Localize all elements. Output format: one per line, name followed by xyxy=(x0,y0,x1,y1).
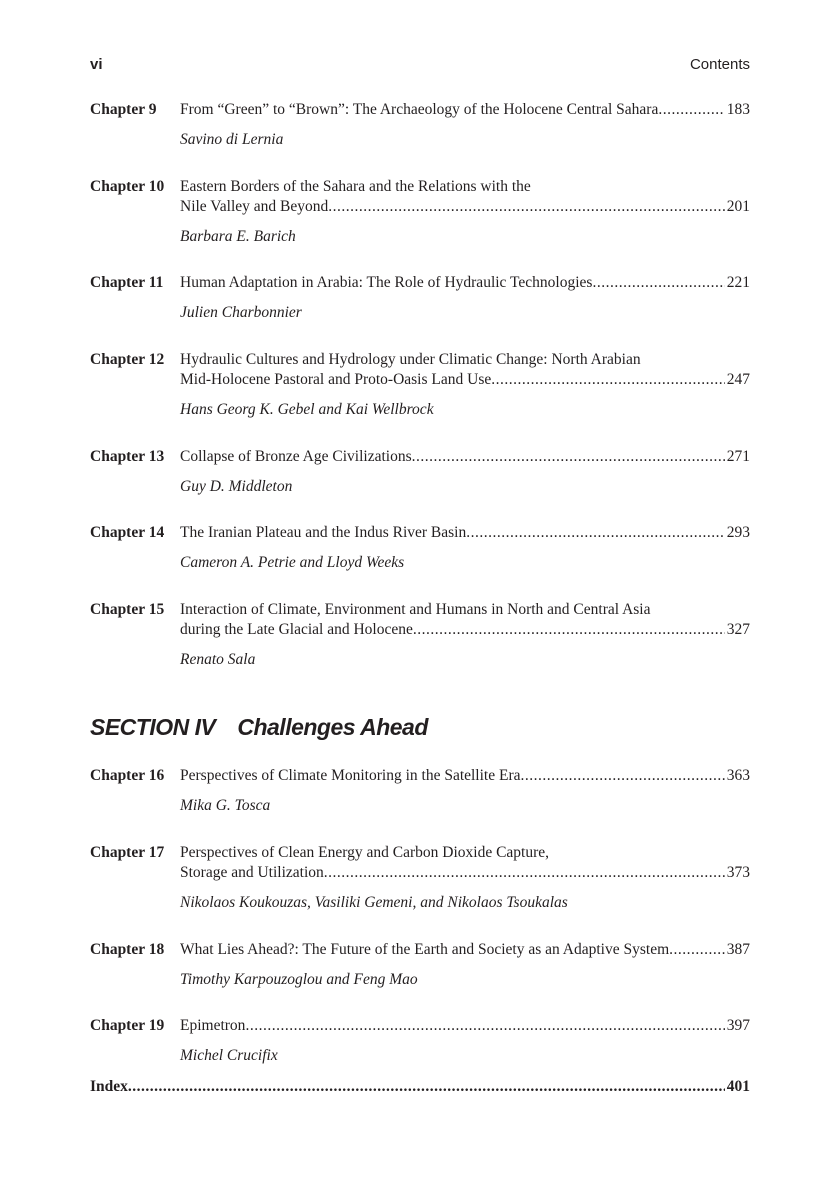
chapter-author: Guy D. Middleton xyxy=(180,478,293,495)
chapter-label: Chapter 9 xyxy=(90,101,157,118)
toc-entry-chapter-11 xyxy=(90,273,750,323)
chapter-author: Mika G. Tosca xyxy=(180,797,271,814)
dot-leader xyxy=(592,273,724,293)
chapter-author: Savino di Lernia xyxy=(180,131,284,148)
chapter-title-line xyxy=(180,447,750,467)
chapter-label: Chapter 17 xyxy=(90,844,165,861)
chapter-label: Chapter 14 xyxy=(90,524,165,541)
page-ref: 201 xyxy=(726,198,750,215)
dot-leader xyxy=(658,100,724,120)
dot-leader xyxy=(413,620,725,640)
chapter-author: Timothy Karpouzoglou and Feng Mao xyxy=(180,971,418,988)
chapter-label: Chapter 11 xyxy=(90,274,164,291)
chapter-author: Michel Crucifix xyxy=(180,1047,278,1064)
chapter-title: Nile Valley and Beyond xyxy=(180,198,329,215)
page-ref: 293 xyxy=(726,524,750,541)
chapter-title: during the Late Glacial and Holocene xyxy=(180,621,413,638)
dot-leader xyxy=(521,766,725,786)
page-number: vi xyxy=(90,56,103,73)
chapter-title-line xyxy=(180,100,750,120)
page-ref: 271 xyxy=(726,448,750,465)
page-ref: 363 xyxy=(726,767,750,784)
toc-entry-chapter-15 xyxy=(90,600,750,670)
page-ref: 221 xyxy=(726,274,750,291)
toc-entry-chapter-10 xyxy=(90,177,750,247)
section-heading xyxy=(90,714,428,741)
page-ref: 397 xyxy=(726,1017,750,1034)
chapter-author: Renato Sala xyxy=(180,651,256,668)
page-ref: 373 xyxy=(726,864,750,881)
chapter-label: Chapter 13 xyxy=(90,448,165,465)
chapter-author: Barbara E. Barich xyxy=(180,228,296,245)
chapter-label: Chapter 12 xyxy=(90,351,165,368)
toc-entry-chapter-13 xyxy=(90,447,750,497)
chapter-title: From “Green” to “Brown”: The Archaeology of the Holocene Central Sahara xyxy=(180,101,659,118)
chapter-title-line xyxy=(180,620,750,640)
chapter-author: Cameron A. Petrie and Lloyd Weeks xyxy=(180,554,405,571)
chapter-label: Chapter 16 xyxy=(90,767,165,784)
chapter-title-line xyxy=(180,1016,750,1036)
chapter-author: Nikolaos Koukouzas, Vasiliki Gemeni, and Nikolaos Tsoukalas xyxy=(180,894,568,911)
chapter-title-line xyxy=(180,370,750,390)
page-ref: 401 xyxy=(726,1078,750,1095)
chapter-title-line xyxy=(180,863,750,883)
dot-leader xyxy=(245,1016,724,1036)
chapter-title-line xyxy=(180,273,750,293)
toc-entry-chapter-19 xyxy=(90,1016,750,1066)
section-title: Challenges Ahead xyxy=(237,714,428,740)
chapter-author: Julien Charbonnier xyxy=(180,304,302,321)
chapter-title-line-1: Eastern Borders of the Sahara and the Relations with the xyxy=(180,178,531,195)
page-ref: 183 xyxy=(726,101,750,118)
chapter-title-line xyxy=(180,197,750,217)
chapter-title-line xyxy=(180,523,750,543)
toc-entry-chapter-12 xyxy=(90,350,750,420)
chapter-title: Mid-Holocene Pastoral and Proto-Oasis Land Use xyxy=(180,371,492,388)
toc-entry-chapter-9 xyxy=(90,100,750,150)
chapter-title-line-1: Perspectives of Clean Energy and Carbon Dioxide Capture, xyxy=(180,844,550,861)
chapter-title: Human Adaptation in Arabia: The Role of Hydraulic Technologies xyxy=(180,274,593,291)
index-line xyxy=(90,1076,750,1096)
chapter-title: Perspectives of Climate Monitoring in the Satellite Era xyxy=(180,767,521,784)
page-ref: 327 xyxy=(726,621,750,638)
chapter-label: Chapter 19 xyxy=(90,1017,165,1034)
dot-leader xyxy=(669,940,725,960)
chapter-label: Chapter 18 xyxy=(90,941,165,958)
toc-entry-index xyxy=(90,1076,750,1096)
chapter-title: Storage and Utilization xyxy=(180,864,324,881)
page-ref: 247 xyxy=(726,371,750,388)
dot-leader xyxy=(324,863,725,883)
chapter-title: Collapse of Bronze Age Civilizations xyxy=(180,448,412,465)
chapter-title: What Lies Ahead?: The Future of the Earth and Society as an Adaptive System xyxy=(180,941,670,958)
chapter-title-line xyxy=(180,940,750,960)
chapter-title: The Iranian Plateau and the Indus River Basin xyxy=(180,524,467,541)
chapter-label: Chapter 15 xyxy=(90,601,165,618)
toc-entry-chapter-17 xyxy=(90,843,750,913)
chapter-label: Chapter 10 xyxy=(90,178,165,195)
running-title: Contents xyxy=(689,56,750,73)
chapter-title: Epimetron xyxy=(180,1017,246,1034)
dot-leader xyxy=(491,370,725,390)
page-ref: 387 xyxy=(726,941,750,958)
chapter-title-line-1: Hydraulic Cultures and Hydrology under Climatic Change: North Arabian xyxy=(180,351,641,368)
dot-leader xyxy=(128,1078,725,1096)
toc-entry-chapter-14 xyxy=(90,523,750,573)
toc-entry-chapter-16 xyxy=(90,766,750,816)
chapter-title-line-1: Interaction of Climate, Environment and Humans in North and Central Asia xyxy=(180,601,651,618)
section-number: SECTION IV xyxy=(90,714,216,740)
chapter-author: Hans Georg K. Gebel and Kai Wellbrock xyxy=(180,401,434,418)
dot-leader xyxy=(412,447,725,467)
chapter-title-line xyxy=(180,766,750,786)
dot-leader xyxy=(466,523,725,543)
index-label: Index xyxy=(90,1078,128,1095)
dot-leader xyxy=(328,197,725,217)
running-header xyxy=(90,56,750,76)
toc-entry-chapter-18 xyxy=(90,940,750,990)
